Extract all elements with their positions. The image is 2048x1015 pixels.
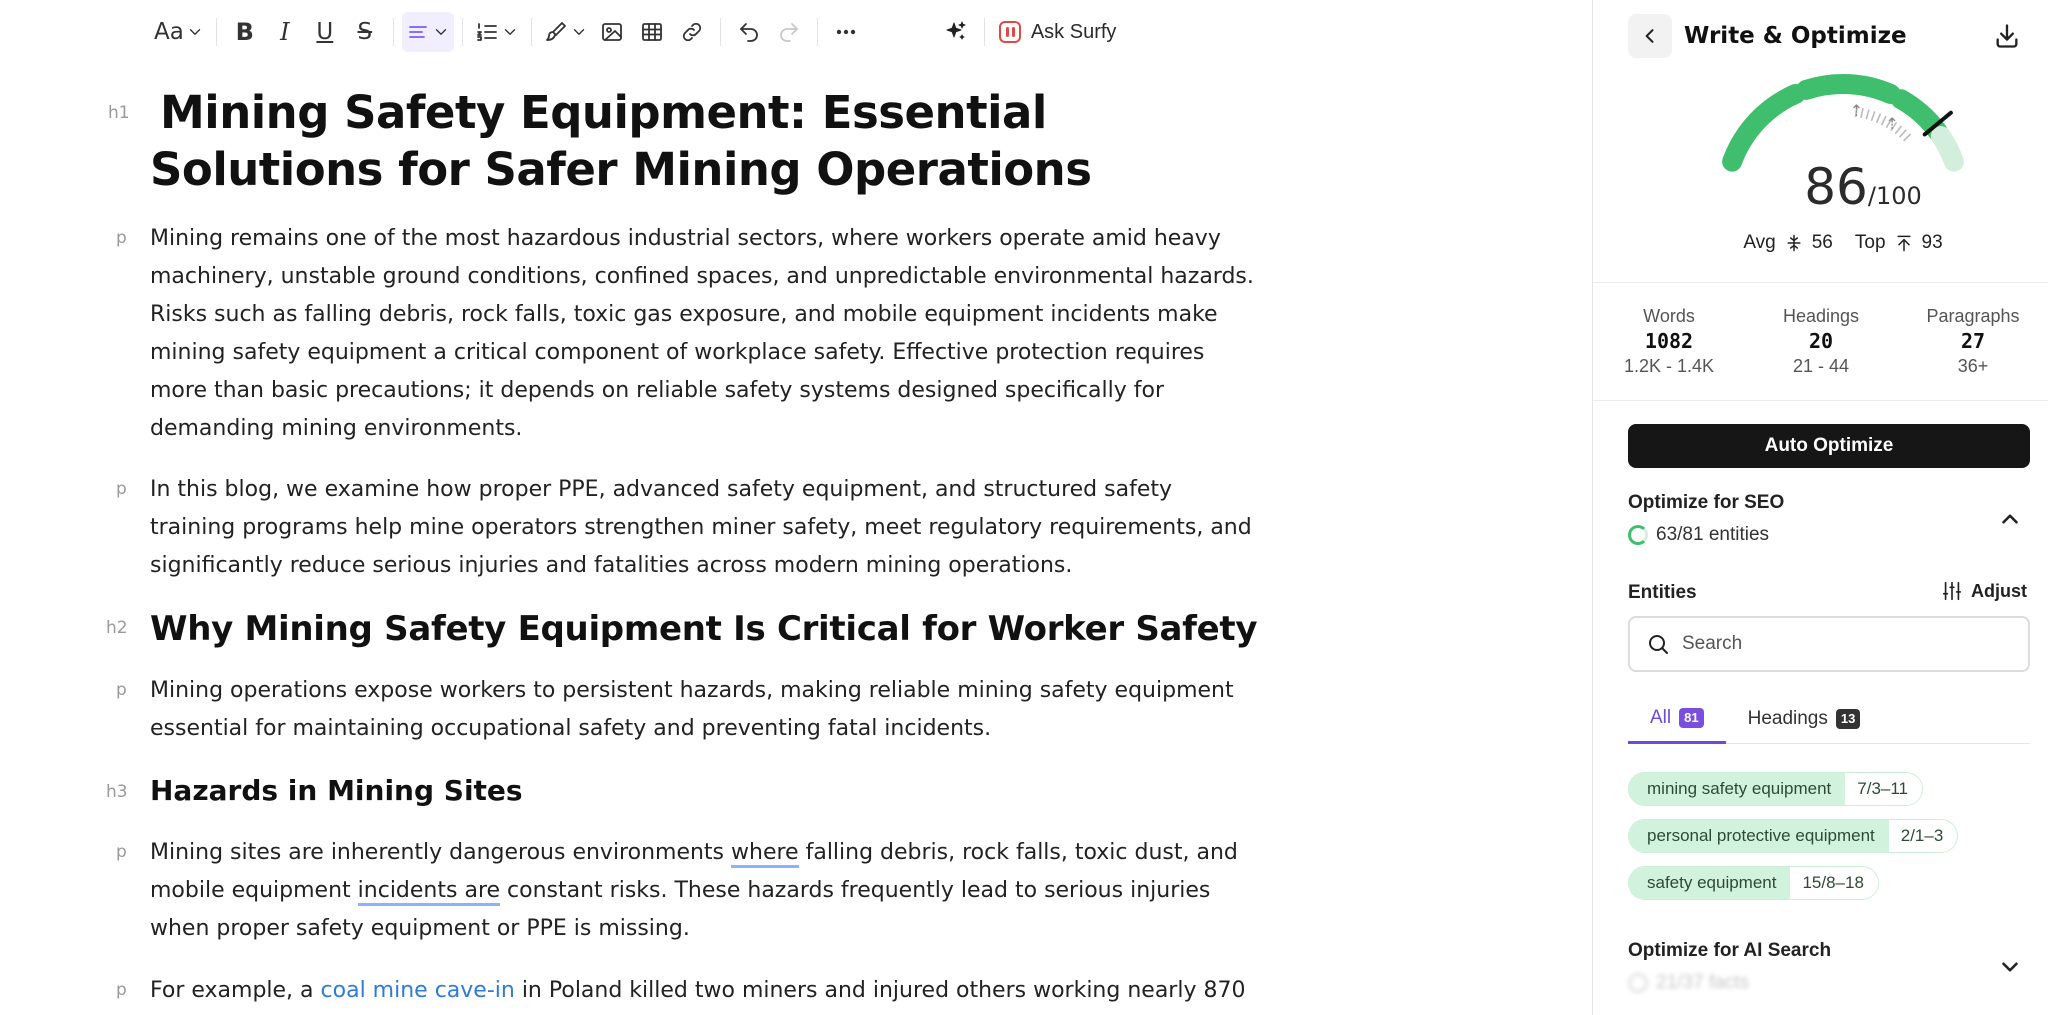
- chevron-left-icon: [1640, 26, 1660, 46]
- search-icon: [1646, 632, 1670, 656]
- gauge-tick: [1877, 114, 1881, 123]
- redo-button[interactable]: [769, 12, 809, 52]
- entity-chip[interactable]: [1628, 866, 1879, 900]
- toolbar-divider: [984, 18, 985, 46]
- font-size-dropdown[interactable]: [150, 12, 208, 52]
- undo-icon: [737, 20, 761, 44]
- insert-link-button[interactable]: [672, 12, 712, 52]
- stat-value: 1082: [1644, 329, 1694, 353]
- count-badge: 81: [1679, 708, 1703, 728]
- score-display: [1773, 158, 1953, 216]
- avg-group: [1743, 232, 1833, 254]
- image-icon: [600, 20, 624, 44]
- toolbar-divider: [531, 18, 532, 46]
- redo-icon: [777, 20, 801, 44]
- list-dropdown[interactable]: [471, 12, 523, 52]
- italic-button[interactable]: I: [280, 18, 290, 46]
- search-input[interactable]: [1682, 633, 2002, 655]
- entities-title: Entities: [1628, 582, 1697, 603]
- top-value: 93: [1921, 232, 1943, 253]
- grammar-suggestion[interactable]: incidents are: [358, 878, 500, 906]
- progress-ring-icon: [1628, 973, 1648, 993]
- gauge-segments: [1732, 84, 1954, 162]
- paragraph-text: in Poland killed two miners and injured others working nearly 870: [514, 978, 1246, 1003]
- paragraph-text: For example, a: [150, 978, 321, 1003]
- entity-search[interactable]: [1628, 616, 2030, 672]
- stat-range: 21 - 44: [1792, 356, 1850, 376]
- more-horizontal-icon: [834, 20, 858, 44]
- avg-label: Avg: [1743, 232, 1776, 253]
- align-left-icon: [406, 20, 430, 44]
- gauge-segment: [1806, 84, 1890, 94]
- more-options-button[interactable]: [826, 12, 866, 52]
- entity-name: personal protective equipment: [1629, 820, 1889, 852]
- seo-section-title[interactable]: Optimize for SEO: [1628, 492, 1785, 513]
- underline-button[interactable]: U: [316, 19, 334, 45]
- grammar-suggestion[interactable]: where: [731, 840, 799, 868]
- block-tag-p: p: [116, 228, 127, 248]
- chevron-down-icon: [1997, 954, 2023, 980]
- block-tag-p: p: [116, 842, 127, 862]
- toolbar-divider: [462, 18, 463, 46]
- link-icon: [680, 20, 704, 44]
- font-size-label: Aa: [154, 19, 184, 45]
- editor-toolbar: [150, 10, 1122, 54]
- adjust-label: Adjust: [1971, 580, 2027, 601]
- gauge-tick: [1900, 130, 1907, 138]
- ai-search-progress: [1628, 972, 1749, 994]
- stat-words: [1593, 304, 1745, 378]
- score-value: 86: [1804, 158, 1868, 216]
- gauge-tick: [1904, 134, 1911, 141]
- paragraph-text: falling debris, rock falls, toxic dust, and mobile equipment: [150, 840, 1238, 903]
- chevron-down-icon: [186, 23, 204, 41]
- entity-chip-list: [1628, 772, 2030, 913]
- strikethrough-button[interactable]: S: [357, 19, 373, 45]
- download-button[interactable]: [1993, 22, 2021, 50]
- stat-label: Headings: [1782, 306, 1860, 326]
- avg-value: 56: [1811, 232, 1833, 253]
- avg-marker-icon: [1784, 233, 1804, 253]
- panel-header: [1628, 14, 2028, 58]
- tab-label: Headings: [1747, 708, 1828, 729]
- align-dropdown[interactable]: [402, 12, 454, 52]
- numbered-list-icon: [475, 20, 499, 44]
- stat-range: 36+: [1957, 356, 1989, 376]
- stat-value: 27: [1960, 329, 1986, 353]
- seo-progress: [1628, 524, 1769, 546]
- toolbar-divider: [393, 18, 394, 46]
- gauge-tick: [1871, 111, 1874, 120]
- chevron-down-icon: [432, 23, 450, 41]
- block-tag-p: p: [116, 680, 127, 700]
- auto-optimize-button[interactable]: Auto Optimize: [1628, 424, 2030, 468]
- facts-progress: 21/37 facts: [1656, 972, 1749, 993]
- avg-top-markers: [1850, 101, 1899, 133]
- stat-label: Paragraphs: [1926, 306, 2020, 326]
- sliders-icon: [1941, 580, 1963, 602]
- ask-surfy-label: Ask Surfy: [1030, 20, 1117, 43]
- insert-table-button[interactable]: [632, 12, 672, 52]
- section-divider: [1593, 400, 2048, 401]
- gauge-ticks: [1856, 107, 1911, 141]
- expand-ai-search-button[interactable]: [1997, 954, 2023, 980]
- sparkles-icon: [944, 20, 968, 44]
- entity-tabs: [1628, 694, 2030, 744]
- block-tag-h2: h2: [106, 618, 128, 638]
- paragraph[interactable]: Mining operations expose workers to persistent hazards, making reliable mining safety equipment essential for maintaining occupational safety and preventing fatal incidents.: [150, 678, 1234, 741]
- stat-value: 20: [1808, 329, 1834, 353]
- stat-range: 1.2K - 1.4K: [1623, 356, 1715, 376]
- block-tag-p: p: [116, 479, 127, 499]
- score-max: /100: [1867, 182, 1922, 210]
- entity-count: 15/8–18: [1790, 867, 1877, 899]
- brush-icon: [544, 20, 568, 44]
- paragraph-text: constant risks. These hazards frequently lead to serious injuries when proper safety equipment or PPE is missing.: [150, 878, 1211, 941]
- insert-image-button[interactable]: [592, 12, 632, 52]
- paragraph[interactable]: Mining remains one of the most hazardous industrial sectors, where workers operate amid heavy machinery, unstable ground conditions, confined spaces, and unpredictable environmental hazards. Risks such as falling debris, rock falls, toxic gas exposure, and mobile equipment incidents make mining safety equipment a critical component of workplace safety. Effective protection requires more than basic precautions; it depends on reliable safety systems designed specifically for demanding mining environments.: [150, 226, 1254, 441]
- avg-marker: ⇡: [1849, 100, 1864, 120]
- subsection-heading[interactable]: Hazards in Mining Sites: [150, 774, 523, 807]
- collapse-seo-button[interactable]: [1997, 506, 2023, 532]
- back-button[interactable]: [1628, 14, 1672, 58]
- chevron-down-icon: [570, 23, 588, 41]
- table-icon: [640, 20, 664, 44]
- stat-paragraphs: [1897, 304, 2048, 378]
- gauge-tick: [1866, 110, 1869, 120]
- stat-label: Words: [1643, 306, 1695, 326]
- panel-title: Write & Optimize: [1684, 23, 1907, 49]
- toolbar-divider: [720, 18, 721, 46]
- top-label: Top: [1854, 232, 1886, 253]
- block-tag-h3: h3: [106, 782, 128, 802]
- progress-ring-icon: [1628, 525, 1648, 545]
- stat-headings: [1745, 304, 1897, 378]
- entity-chip[interactable]: [1628, 819, 1958, 853]
- inline-link[interactable]: coal mine cave-in: [320, 978, 515, 1003]
- ai-search-section-title[interactable]: Optimize for AI Search: [1628, 940, 1832, 961]
- section-heading[interactable]: Why Mining Safety Equipment Is Critical for Worker Safety: [150, 609, 1258, 649]
- toolbar-divider: [216, 18, 217, 46]
- chevron-up-icon: [1997, 506, 2023, 532]
- chevron-down-icon: [501, 23, 519, 41]
- entities-progress: 63/81 entities: [1656, 524, 1770, 545]
- paragraph[interactable]: [150, 834, 1260, 948]
- document-title[interactable]: Mining Safety Equipment: Essential Solutions for Safer Mining Operations: [150, 86, 1092, 196]
- bold-button[interactable]: B: [235, 18, 254, 46]
- entity-name: mining safety equipment: [1629, 773, 1845, 805]
- entity-count: 7/3–11: [1845, 773, 1922, 805]
- optimize-panel: [1592, 0, 2048, 1015]
- highlight-dropdown[interactable]: [540, 12, 592, 52]
- arrow-up-to-line-icon: [1894, 233, 1914, 253]
- avg-top-row: [1693, 232, 1993, 254]
- paragraph[interactable]: In this blog, we examine how proper PPE, advanced safety equipment, and structured safety training programs help mine operators strengthen miner safety, meet regulatory requirements, and significantly reduce serious injuries and fatalities across modern mining operations.: [150, 477, 1252, 578]
- top-marker: ⇡: [1885, 114, 1899, 134]
- toolbar-divider: [817, 18, 818, 46]
- entity-count: 2/1–3: [1889, 820, 1958, 852]
- adjust-button[interactable]: [1941, 580, 2027, 602]
- tab-label: All: [1650, 706, 1672, 728]
- download-icon: [1993, 22, 2021, 50]
- tab-all[interactable]: [1628, 694, 1726, 744]
- ask-surfy-button[interactable]: [993, 12, 1123, 52]
- top-group: [1855, 232, 1943, 254]
- gauge-segment: [1732, 94, 1795, 162]
- ai-sparkle-button[interactable]: [936, 12, 976, 52]
- block-tag-h1: h1: [108, 103, 130, 123]
- paragraph[interactable]: [150, 972, 1260, 1010]
- tab-headings[interactable]: [1726, 694, 1883, 744]
- block-tag-p: p: [116, 980, 127, 1000]
- entity-chip[interactable]: [1628, 772, 1923, 806]
- undo-button[interactable]: [729, 12, 769, 52]
- content-stats: [1593, 304, 2048, 378]
- count-badge: 13: [1836, 709, 1860, 729]
- paragraph-text: Mining sites are inherently dangerous environments: [150, 840, 732, 865]
- entity-name: safety equipment: [1629, 867, 1790, 899]
- section-divider: [1593, 282, 2048, 283]
- surfy-logo-icon: [999, 21, 1021, 43]
